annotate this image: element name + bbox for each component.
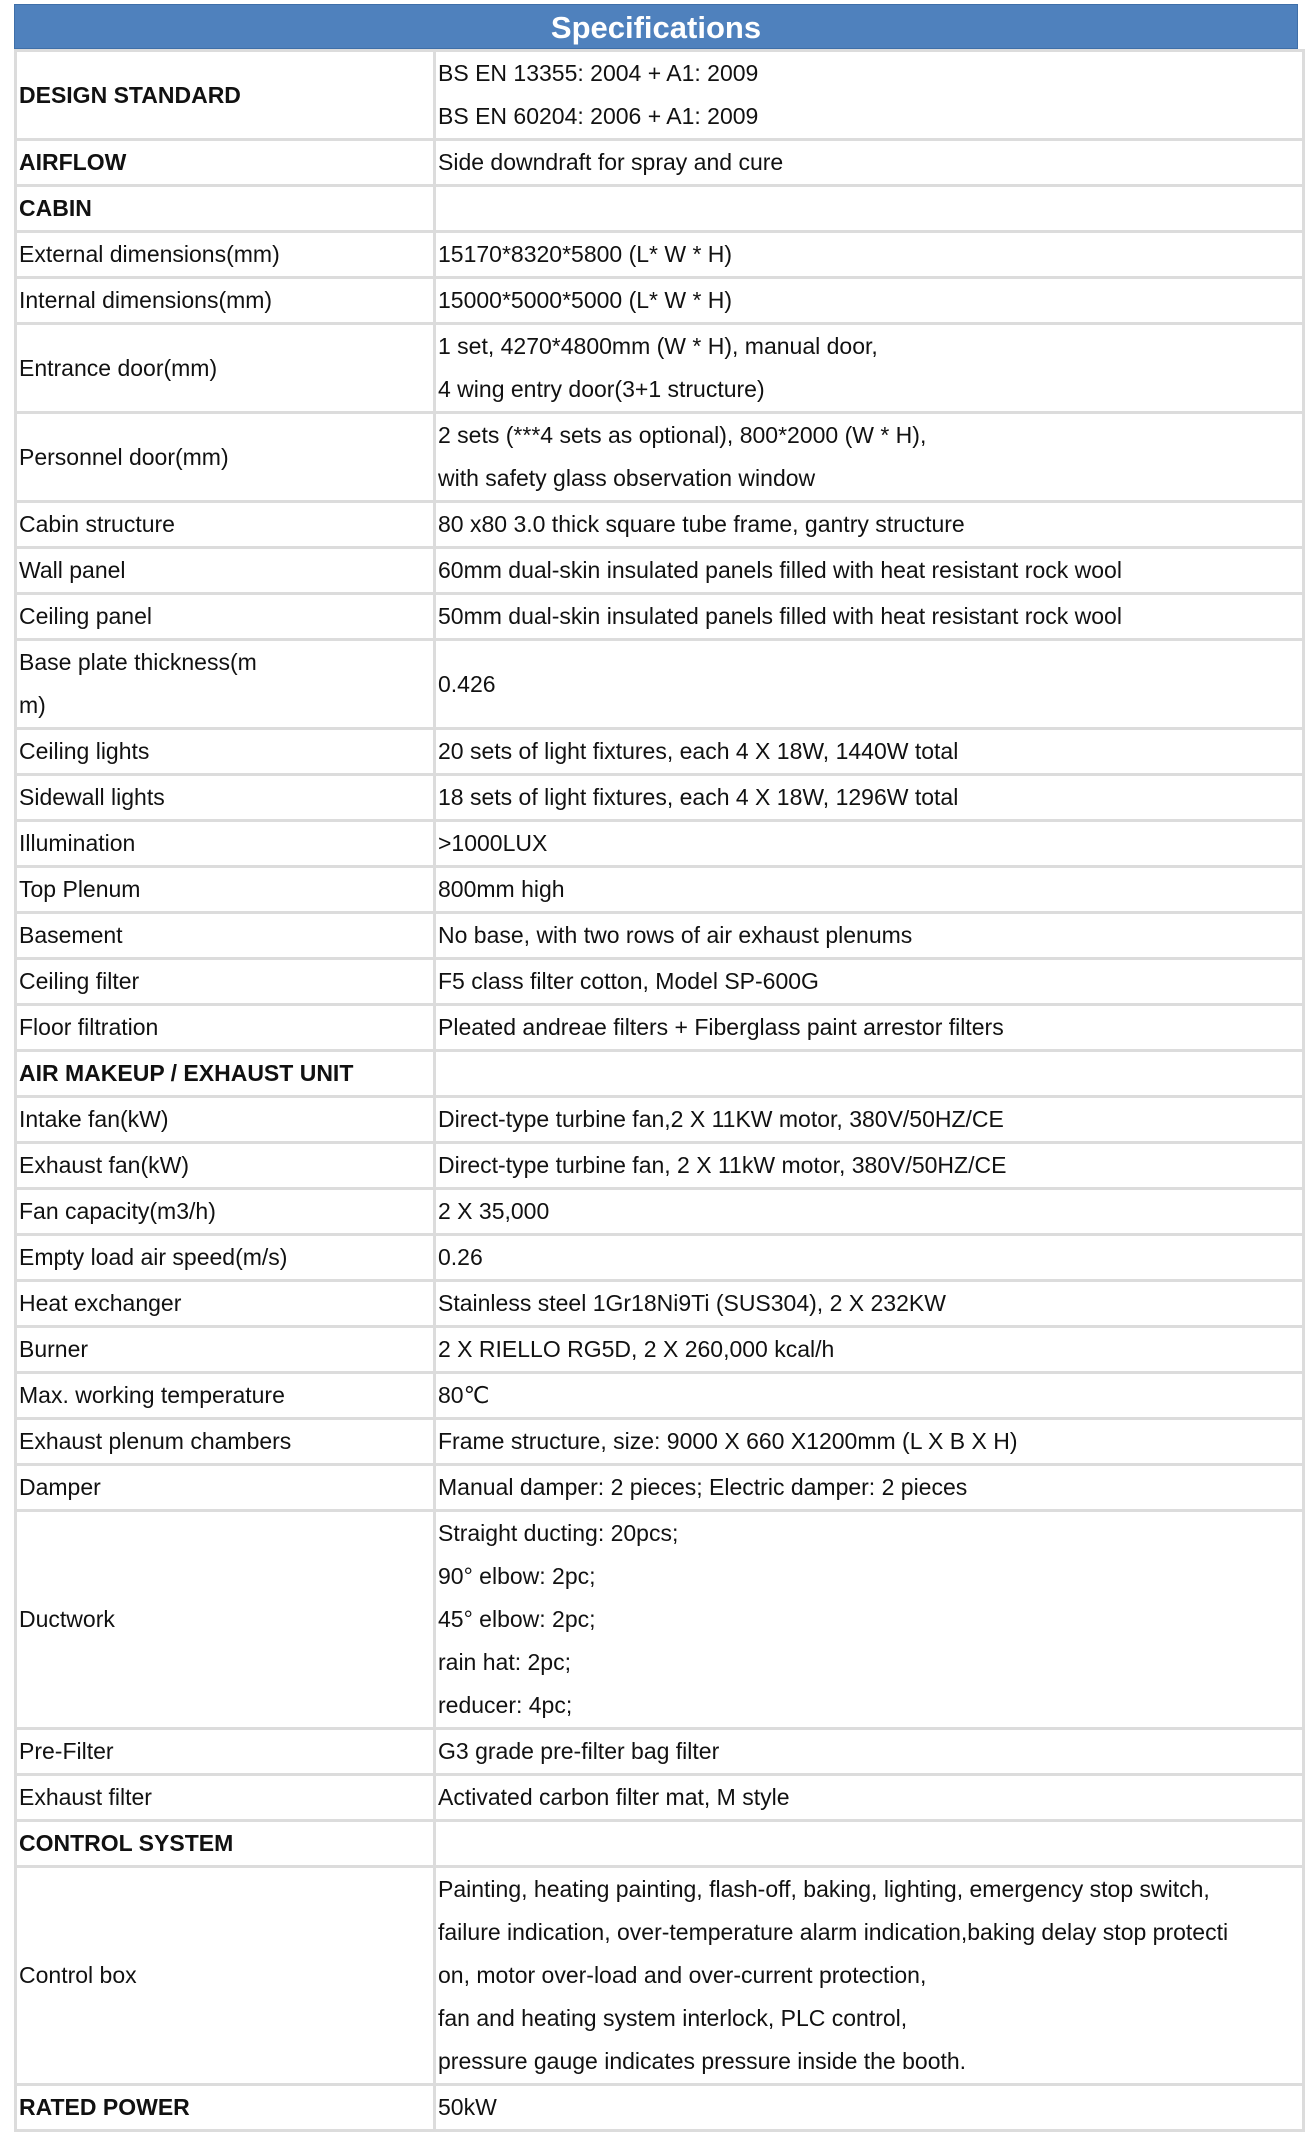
spec-label [16,959,435,1005]
spec-label-text: Cabin structure [19,511,175,537]
spec-label-text: Intake fan(kW) [19,1106,169,1132]
spec-label-text: Exhaust plenum chambers [19,1428,292,1454]
spec-label [16,1465,435,1511]
spec-value-line: with safety glass observation window [438,465,816,491]
section-label [16,1821,435,1867]
spec-value [435,594,1304,640]
spec-label-text: Sidewall lights [19,784,165,810]
spec-row [16,1235,1304,1281]
spec-row [16,1097,1304,1143]
spec-row [16,1051,1304,1097]
spec-label [16,1189,435,1235]
spec-value-line: Activated carbon filter mat, M style [438,1784,790,1810]
spec-row [16,1143,1304,1189]
spec-row [16,1189,1304,1235]
spec-value-line: 60mm dual-skin insulated panels filled with heat resistant rock wool [438,557,1122,583]
spec-value [435,640,1304,729]
spec-label [16,1005,435,1051]
spec-value-line: Painting, heating painting, flash-off, baking, lighting, emergency stop switch, [438,1876,1210,1902]
spec-value [435,1051,1304,1097]
spec-label-text: Max. working temperature [19,1382,285,1408]
spec-value-line: 2 sets (***4 sets as optional), 800*2000 (W * H), [438,422,927,448]
spec-value-line [438,1052,1302,1095]
spec-row [16,959,1304,1005]
spec-label-text: Ceiling lights [19,738,150,764]
spec-value-line: 80℃ [438,1382,490,1408]
spec-value [435,1511,1304,1729]
spec-label-text: DESIGN STANDARD [19,81,241,108]
spec-value-line: Direct-type turbine fan,2 X 11KW motor, 380V/50HZ/CE [438,1106,1004,1132]
spec-value [435,1867,1304,2085]
spec-value-line: pressure gauge indicates pressure inside the booth. [438,2048,967,2074]
spec-value-line: 4 wing entry door(3+1 structure) [438,376,765,402]
spec-value-line: on, motor over-load and over-current protection, [438,1962,927,1988]
spec-label-text: Base plate thickness(m [19,649,257,675]
spec-value [435,1327,1304,1373]
spec-value-line: 50kW [438,2094,497,2120]
spec-label [16,1775,435,1821]
spec-value [435,1373,1304,1419]
spec-value-line: 1 set, 4270*4800mm (W * H), manual door, [438,333,878,359]
spec-label-text: Top Plenum [19,876,141,902]
spec-label [16,775,435,821]
spec-row [16,413,1304,502]
spec-label-text: External dimensions(mm) [19,241,280,267]
spec-label-text: Empty load air speed(m/s) [19,1244,288,1270]
spec-row [16,1465,1304,1511]
spec-label [16,1867,435,2085]
spec-row [16,1327,1304,1373]
spec-label [16,1729,435,1775]
spec-value-line: 45° elbow: 2pc; [438,1606,596,1632]
spec-value-line: 800mm high [438,876,565,902]
spec-row [16,186,1304,232]
spec-value [435,2085,1304,2131]
spec-value-line: Stainless steel 1Gr18Ni9Ti (SUS304), 2 X 232KW [438,1290,946,1316]
spec-label-text: CABIN [19,195,92,221]
spec-row [16,821,1304,867]
spec-label-text: m) [19,692,46,718]
spec-value-line: fan and heating system interlock, PLC control, [438,2005,908,2031]
spec-value-line [438,187,1302,230]
spec-value [435,502,1304,548]
spec-label [16,324,435,413]
spec-row [16,594,1304,640]
spec-sheet [14,4,1298,2132]
spec-label [16,413,435,502]
spec-value-line: Side downdraft for spray and cure [438,149,784,175]
spec-value-line [438,1822,1302,1865]
spec-value [435,1143,1304,1189]
spec-row [16,1867,1304,2085]
spec-label [16,1511,435,1729]
spec-label [16,1419,435,1465]
spec-row [16,324,1304,413]
spec-label [16,278,435,324]
spec-row [16,502,1304,548]
spec-label-text: Wall panel [19,557,126,583]
spec-value-line: 18 sets of light fixtures, each 4 X 18W, 1296W total [438,784,959,810]
spec-value-line: Pleated andreae filters + Fiberglass paint arrestor filters [438,1014,1004,1040]
spec-value-line: Frame structure, size: 9000 X 660 X1200mm (L X B X H) [438,1428,1018,1454]
spec-value-line: 90° elbow: 2pc; [438,1563,596,1589]
spec-label-text: RATED POWER [19,2094,190,2120]
spec-value [435,548,1304,594]
spec-label [16,640,435,729]
section-label [16,51,435,140]
spec-value [435,867,1304,913]
spec-row [16,1729,1304,1775]
spec-title: Specifications [14,4,1298,49]
spec-row [16,775,1304,821]
spec-row [16,1775,1304,1821]
spec-row [16,1821,1304,1867]
spec-value [435,1005,1304,1051]
spec-label-text: AIR MAKEUP / EXHAUST UNIT [19,1060,354,1086]
spec-label-text: Fan capacity(m3/h) [19,1198,216,1224]
spec-label [16,913,435,959]
spec-row [16,140,1304,186]
spec-label [16,729,435,775]
section-label [16,186,435,232]
spec-label [16,1143,435,1189]
spec-value [435,278,1304,324]
spec-row [16,548,1304,594]
spec-row [16,51,1304,140]
spec-label-text: Floor filtration [19,1014,159,1040]
spec-value-line: rain hat: 2pc; [438,1649,571,1675]
spec-value-line: Direct-type turbine fan, 2 X 11kW motor, 380V/50HZ/CE [438,1152,1007,1178]
spec-value-line: 80 x80 3.0 thick square tube frame, gantry structure [438,511,965,537]
spec-label-text: Control box [19,1962,137,1988]
spec-value [435,186,1304,232]
spec-label [16,1327,435,1373]
spec-label-text: Exhaust filter [19,1784,152,1810]
section-label [16,140,435,186]
spec-value-line: Straight ducting: 20pcs; [438,1520,679,1546]
spec-value-line: F5 class filter cotton, Model SP-600G [438,968,819,994]
spec-value [435,775,1304,821]
spec-label-text: Burner [19,1336,89,1362]
spec-value [435,1729,1304,1775]
spec-row [16,913,1304,959]
spec-value-line: 15000*5000*5000 (L* W * H) [438,287,733,313]
spec-value-line: 2 X RIELLO RG5D, 2 X 260,000 kcal/h [438,1336,835,1362]
spec-label [16,1373,435,1419]
spec-value [435,1097,1304,1143]
spec-value [435,1775,1304,1821]
spec-value [435,413,1304,502]
spec-label-text: Illumination [19,830,136,856]
spec-value-line: BS EN 13355: 2004 + A1: 2009 [438,60,759,86]
spec-value-line: 0.426 [438,670,496,697]
spec-label [16,594,435,640]
spec-value [435,1281,1304,1327]
spec-label-text: Personnel door(mm) [19,443,229,470]
spec-label [16,1281,435,1327]
spec-label-text: CONTROL SYSTEM [19,1830,234,1856]
spec-value-line: 2 X 35,000 [438,1198,550,1224]
spec-label [16,867,435,913]
spec-value-line: BS EN 60204: 2006 + A1: 2009 [438,103,759,129]
spec-label-text: Ceiling filter [19,968,140,994]
spec-label-text: Damper [19,1474,101,1500]
spec-row [16,867,1304,913]
spec-value [435,51,1304,140]
spec-value [435,821,1304,867]
spec-value [435,1419,1304,1465]
spec-row [16,1005,1304,1051]
spec-label [16,548,435,594]
spec-label-text: Entrance door(mm) [19,354,218,381]
spec-value-line: No base, with two rows of air exhaust plenums [438,922,913,948]
spec-label [16,232,435,278]
spec-value [435,1235,1304,1281]
spec-value [435,140,1304,186]
spec-value-line: >1000LUX [438,830,548,856]
spec-value-line: G3 grade pre-filter bag filter [438,1738,720,1764]
spec-label-text: Internal dimensions(mm) [19,287,273,313]
spec-row [16,1373,1304,1419]
spec-label-text: Ceiling panel [19,603,152,629]
spec-value [435,913,1304,959]
spec-row [16,278,1304,324]
spec-row [16,1511,1304,1729]
spec-label [16,502,435,548]
spec-value-line: reducer: 4pc; [438,1692,573,1718]
spec-row [16,2085,1304,2131]
spec-value [435,1821,1304,1867]
spec-value [435,324,1304,413]
spec-value [435,1465,1304,1511]
section-label [16,1051,435,1097]
spec-value-line: failure indication, over-temperature alarm indication,baking delay stop protecti [438,1919,1229,1945]
spec-value [435,232,1304,278]
spec-value-line: 15170*8320*5800 (L* W * H) [438,241,733,267]
spec-value-line: 20 sets of light fixtures, each 4 X 18W, 1440W total [438,738,959,764]
spec-label-text: AIRFLOW [19,149,127,175]
spec-value-line: 0.26 [438,1244,483,1270]
spec-label-text: Ductwork [19,1606,115,1632]
spec-label-text: Exhaust fan(kW) [19,1152,189,1178]
spec-row [16,1281,1304,1327]
section-label [16,2085,435,2131]
spec-row [16,1419,1304,1465]
spec-label-text: Basement [19,922,123,948]
spec-row [16,729,1304,775]
spec-row [16,232,1304,278]
spec-label-text: Pre-Filter [19,1738,114,1764]
spec-value-line: 50mm dual-skin insulated panels filled with heat resistant rock wool [438,603,1122,629]
spec-label [16,821,435,867]
spec-label [16,1097,435,1143]
spec-table [14,49,1305,2132]
spec-value [435,959,1304,1005]
spec-value-line: Manual damper: 2 pieces; Electric damper: 2 pieces [438,1474,968,1500]
spec-label [16,1235,435,1281]
spec-row [16,640,1304,729]
spec-label-text: Heat exchanger [19,1290,182,1316]
spec-value [435,729,1304,775]
spec-value [435,1189,1304,1235]
